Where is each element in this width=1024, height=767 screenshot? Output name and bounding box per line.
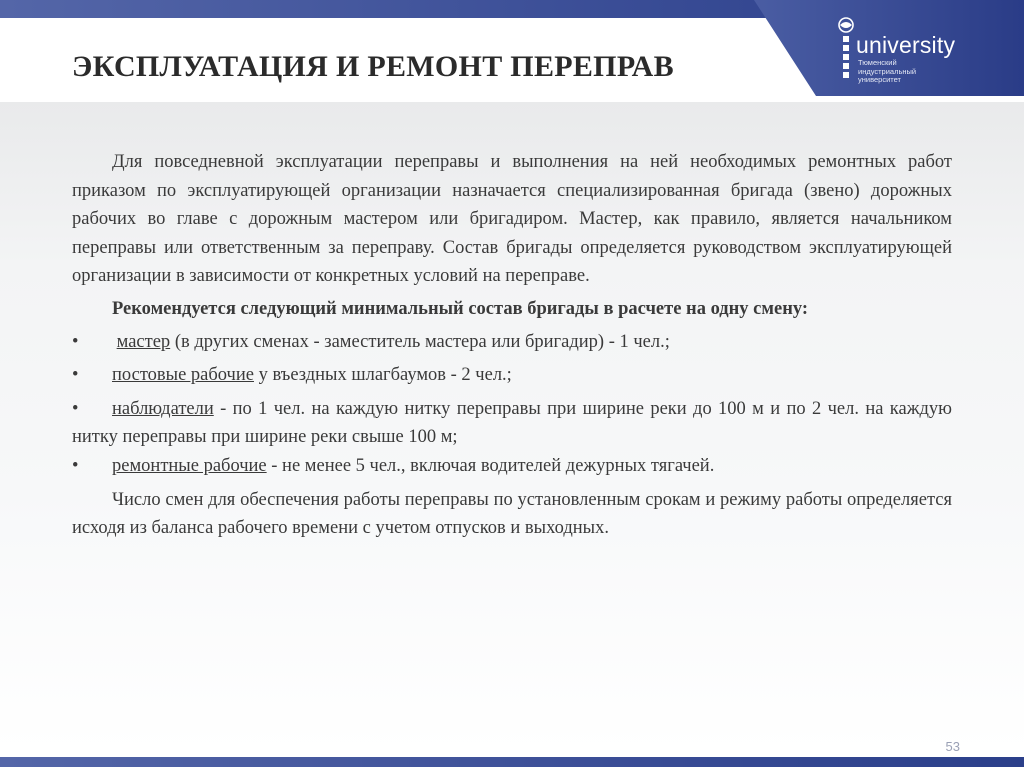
bullet-icon: •: [72, 331, 79, 352]
bottom-accent-bar: [0, 757, 1024, 767]
list-item-text: [112, 328, 952, 357]
logo-wordmark: university: [856, 32, 956, 58]
recommendation-paragraph: Рекомендуется следующий минимальный состав бригады в расчете на одну смену:: [112, 298, 809, 319]
logo-subtitle-line: Тюменский: [858, 58, 897, 67]
logo-subtitle-line: университет: [858, 75, 901, 84]
page-number: 53: [945, 739, 960, 754]
closing-paragraph: Число смен для обеспечения работы переправы по установленным срокам и режиму работы определяется исходя из баланса рабочего времени с учетом отпусков и выходных.: [72, 489, 952, 539]
list-item-rest: - не менее 5 чел., включая водителей дежурных тягачей.: [266, 455, 715, 476]
logo-subtitle: [858, 59, 916, 85]
list-item: [72, 328, 952, 357]
university-logo-icon: [836, 16, 856, 86]
bullet-icon: •: [72, 398, 79, 419]
list-item-term: постовые рабочие: [112, 365, 254, 386]
list-item-rest: - по 1 чел. на каждую нитку переправы при ширине реки до 100 м и по 2 чел. на каждую нитку переправы при ширине реки свыше 100 м;: [72, 398, 952, 448]
list-item: [72, 452, 952, 481]
list-item: [72, 361, 952, 390]
list-item-text: [112, 361, 952, 390]
intro-paragraph: Для повседневной эксплуатации переправы и выполнения на ней необходимых ремонтных работ приказом по эксплуатирующей организации назначается специализированная бригада (звено) дорожных рабочих во главе с дорожным мастером или бригадиром. Мастер, как правило, является начальником переправы или ответственным за переправу. Состав бригады определяется руководством эксплуатирующей организации в зависимости от конкретных условий на переправе.: [72, 152, 952, 287]
list-item-term: наблюдатели: [112, 398, 214, 419]
list-item-text: [72, 399, 952, 448]
slide-title: ЭКСПЛУАТАЦИЯ И РЕМОНТ ПЕРЕПРАВ: [72, 50, 674, 83]
list-item: [72, 395, 952, 452]
slide-body: [72, 148, 952, 543]
bullet-icon: •: [72, 455, 79, 476]
list-item-term: мастер: [116, 331, 171, 352]
list-item-rest: у въездных шлагбаумов - 2 чел.;: [253, 365, 512, 386]
university-logo: [836, 14, 1016, 92]
logo-subtitle-line: индустриальный: [858, 66, 917, 76]
list-item-term: ремонтные рабочие: [112, 455, 267, 476]
bullet-icon: •: [72, 365, 79, 386]
list-item-text: [112, 452, 952, 481]
list-item-rest: (в других сменах - заместитель мастера или бригадир) - 1 чел.;: [170, 331, 670, 352]
